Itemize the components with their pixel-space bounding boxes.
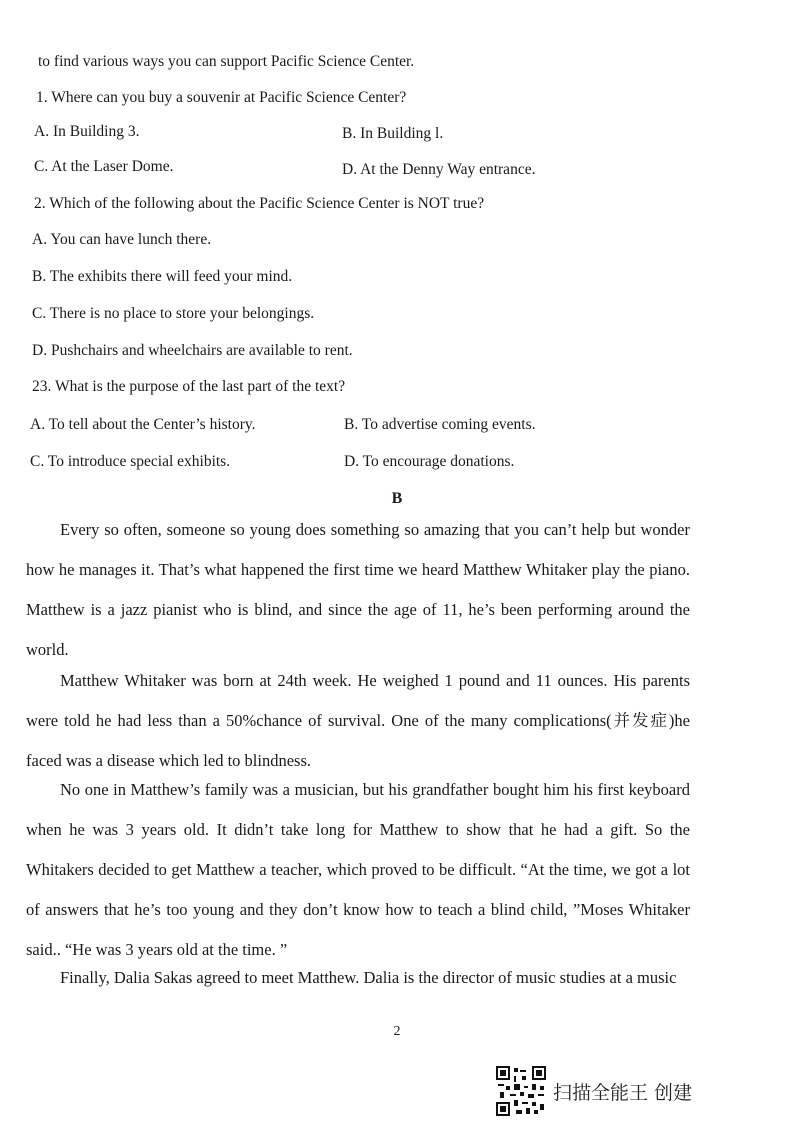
question-23-option-b: B. To advertise coming events. (344, 416, 536, 433)
question-1-stem: 1. Where can you buy a souvenir at Pacific Science Center? (36, 89, 407, 106)
question-2-option-b: B. The exhibits there will feed your mind. (32, 268, 293, 285)
page-number: 2 (393, 1024, 401, 1039)
paragraph-2: Matthew Whitaker was born at 24th week. He weighed 1 pound and 11 ounces. His parents were told he had less than a 50%chance of survival. One of the many complications(并发症)he faced was a disease which led to blindness. (26, 671, 690, 770)
scanner-label: 扫描全能王 创建 (553, 1082, 693, 1104)
question-2-option-a: A. You can have lunch there. (32, 231, 212, 248)
intro-line: to find various ways you can support Pacific Science Center. (38, 53, 415, 70)
question-1-option-a: A. In Building 3. (34, 123, 140, 140)
question-2-stem: 2. Which of the following about the Pacific Science Center is NOT true? (34, 195, 485, 212)
paragraph-4: Finally, Dalia Sakas agreed to meet Matthew. Dalia is the director of music studies at a music (60, 968, 677, 987)
section-title: B (391, 490, 403, 507)
qr-code-icon (496, 1066, 546, 1116)
question-23-option-d: D. To encourage donations. (344, 453, 515, 470)
paragraph-3: No one in Matthew’s family was a musician, but his grandfather bought him his first keyboard when he was 3 years old. It didn’t take long for Matthew to show that he had a gift. So the Whitakers decided to get Matthew a teacher, which proved to be difficult. “At the time, we got a lot of answers that he’s too young and they don’t know how to teach a blind child, ”Moses Whitaker said.. “He was 3 years old at the time. ” (26, 780, 690, 959)
question-2-option-c: C. There is no place to store your belongings. (32, 305, 315, 322)
question-23-stem: 23. What is the purpose of the last part of the text? (32, 378, 346, 395)
question-1-option-c: C. At the Laser Dome. (34, 158, 174, 175)
question-1-option-b: B. In Building l. (342, 125, 444, 142)
paragraph-1: Every so often, someone so young does something so amazing that you can’t help but wonder how he manages it. That’s what happened the first time we heard Matthew Whitaker play the piano. Matthew is a jazz pianist who is blind, and since the age of 11, he’s been performing around the world. (26, 520, 690, 659)
question-23-option-a: A. To tell about the Center’s history. (30, 416, 256, 433)
question-23-option-c: C. To introduce special exhibits. (30, 453, 231, 470)
question-1-option-d: D. At the Denny Way entrance. (342, 161, 536, 178)
question-2-option-d: D. Pushchairs and wheelchairs are available to rent. (32, 342, 353, 359)
